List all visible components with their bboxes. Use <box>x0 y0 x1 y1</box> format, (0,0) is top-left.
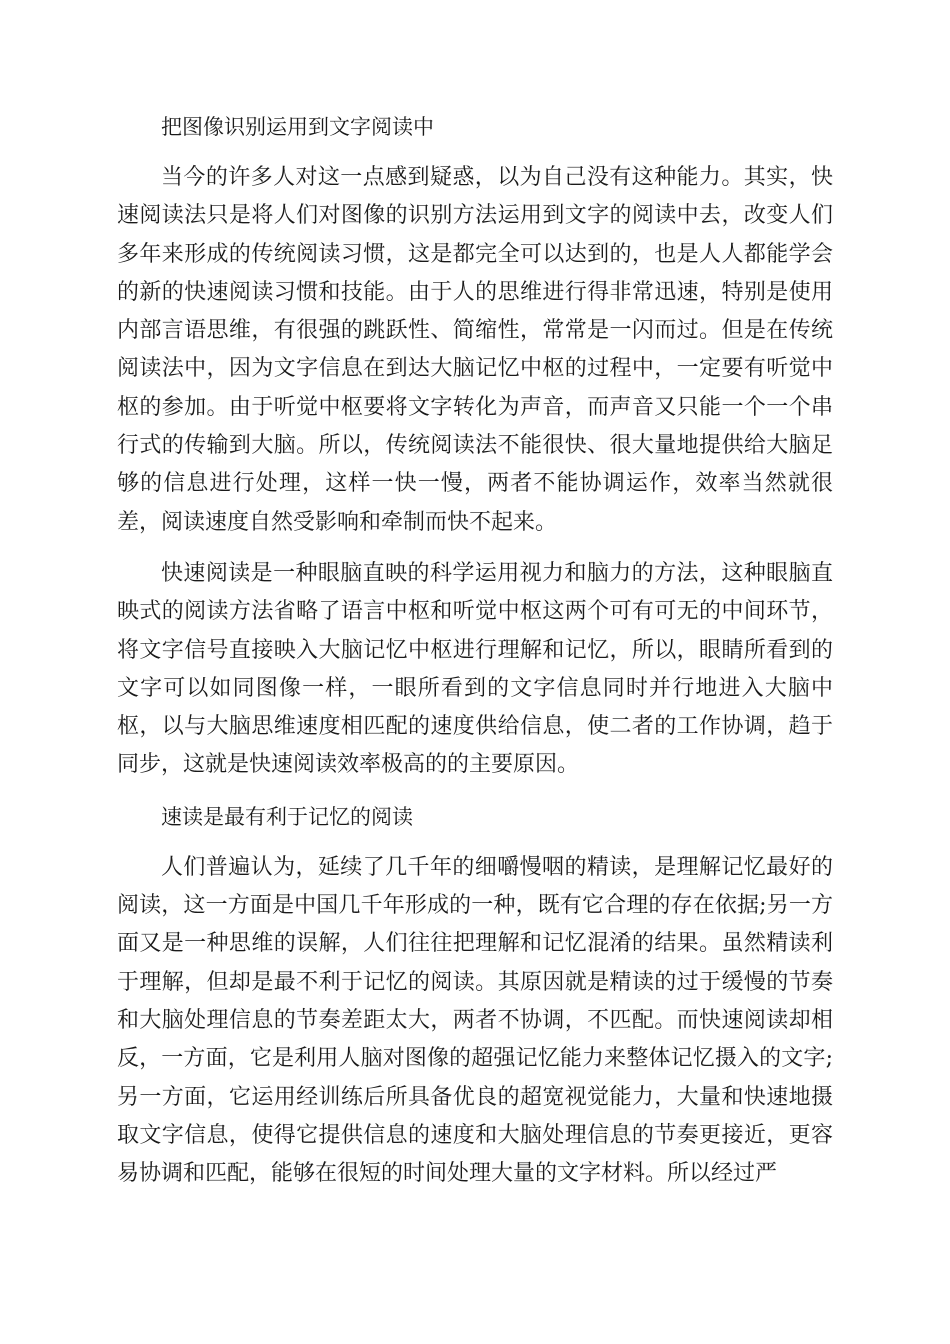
paragraph-traditional-reading: 当今的许多人对这一点感到疑惑，以为自己没有这种能力。其实，快速阅读法只是将人们对图像的识别方法运用到文字的阅读中去，改变人们多年来形成的传统阅读习惯，这是都完全可以达到的，也是人人都能学会的新的快速阅读习惯和技能。由于人的思维进行得非常迅速，特别是使用内部言语思维，有很强的跳跃性、简缩性，常常是一闪而过。但是在传统阅读法中，因为文字信息在到达大脑记忆中枢的过程中，一定要有听觉中枢的参加。由于听觉中枢要将文字转化为声音，而声音又只能一个一个串行式的传输到大脑。所以，传统阅读法不能很快、很大量地提供给大脑足够的信息进行处理，这样一快一慢，两者不能协调运作，效率当然就很差，阅读速度自然受影响和牵制而快不起来。 <box>117 165 833 535</box>
section-heading-speed-reading-memory: 速读是最有利于记忆的阅读 <box>161 804 413 829</box>
paragraph-intensive-reading: 人们普遍认为，延续了几千年的细嚼慢咽的精读，是理解记忆最好的阅读，这一方面是中国几千年形成的一种，既有它合理的存在依据;另一方面又是一种思维的误解，人们往往把理解和记忆混淆的结果。虽然精读利于理解，但却是最不利于记忆的阅读。其原因就是精读的过于缓慢的节奏和大脑处理信息的节奏差距太大，两者不协调，不匹配。而快速阅读却相反，一方面，它是利用人脑对图像的超强记忆能力来整体记忆摄入的文字;另一方面，它运用经训练后所具备优良的超宽视觉能力，大量和快速地摄取文字信息，使得它提供信息的速度和大脑处理信息的节奏更接近，更容易协调和匹配，能够在很短的时间处理大量的文字材料。所以经过严 <box>117 854 833 1187</box>
section-heading-image-recognition: 把图像识别运用到文字阅读中 <box>161 115 434 139</box>
paragraph-eye-brain-reading: 快速阅读是一种眼脑直映的科学运用视力和脑力的方法，这种眼脑直映式的阅读方法省略了语言中枢和听觉中枢这两个可有可无的中间环节，将文字信号直接映入大脑记忆中枢进行理解和记忆，所以，眼睛所看到的文字可以如同图像一样，一眼所看到的文字信息同时并行地进入大脑中枢，以与大脑思维速度相匹配的速度供给信息，使二者的工作协调，趋于同步，这就是快速阅读效率极高的的主要原因。 <box>117 560 833 778</box>
document-body <box>117 108 833 1206</box>
